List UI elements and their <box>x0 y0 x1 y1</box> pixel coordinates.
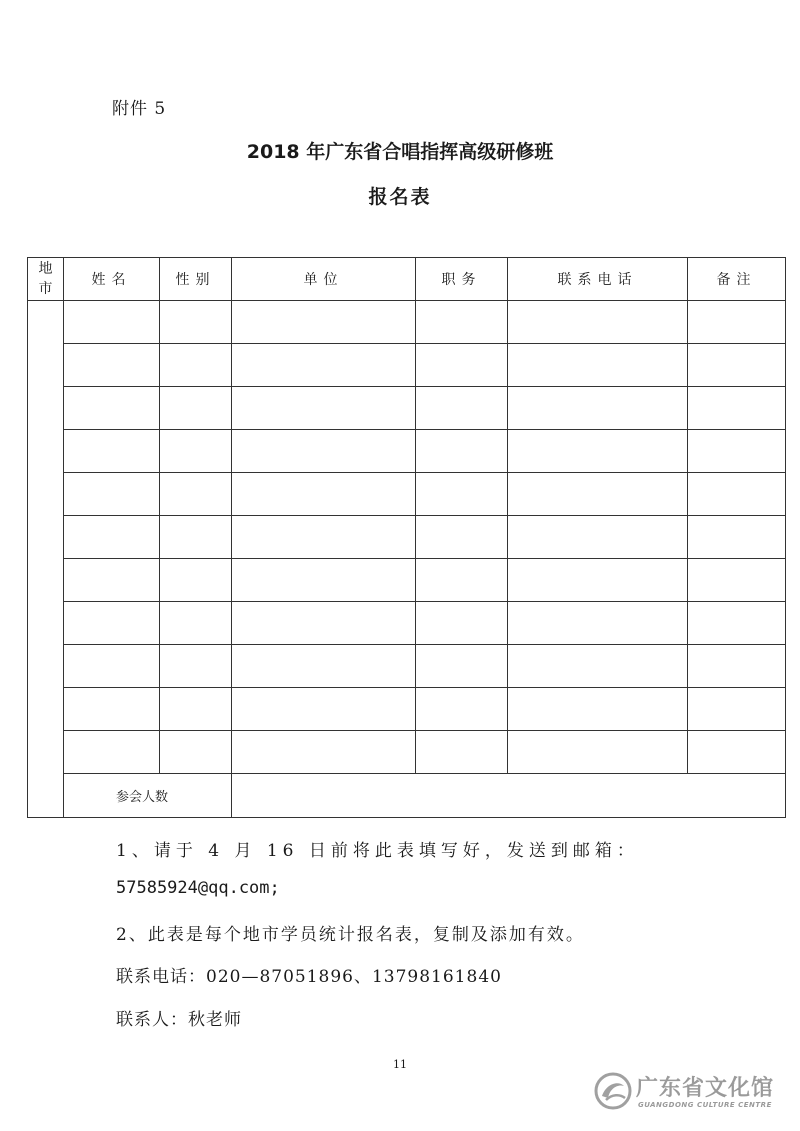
unit-cell[interactable] <box>232 301 416 344</box>
remarks-cell[interactable] <box>688 301 786 344</box>
table-row <box>28 301 786 344</box>
name-cell[interactable] <box>64 473 160 516</box>
gender-cell[interactable] <box>160 516 232 559</box>
table-row <box>28 344 786 387</box>
name-cell[interactable] <box>64 301 160 344</box>
attendee-count-row <box>28 774 786 818</box>
gender-cell[interactable] <box>160 731 232 774</box>
position-cell[interactable] <box>416 430 508 473</box>
attachment-label: 附件 5 <box>112 99 167 119</box>
header-remarks: 备注 <box>688 258 786 301</box>
header-phone: 联系电话 <box>508 258 688 301</box>
table-row <box>28 387 786 430</box>
page-number: 11 <box>393 1058 407 1071</box>
remarks-cell[interactable] <box>688 344 786 387</box>
position-cell[interactable] <box>416 387 508 430</box>
remarks-cell[interactable] <box>688 645 786 688</box>
header-unit: 单位 <box>232 258 416 301</box>
position-cell[interactable] <box>416 688 508 731</box>
attendee-count-label: 参会人数 <box>64 774 232 818</box>
note-contact-person: 联系人：秋老师 <box>116 1010 242 1030</box>
phone-cell[interactable] <box>508 344 688 387</box>
name-cell[interactable] <box>64 602 160 645</box>
unit-cell[interactable] <box>232 559 416 602</box>
table-row <box>28 645 786 688</box>
table-row <box>28 430 786 473</box>
gender-cell[interactable] <box>160 301 232 344</box>
document-title: 2018 年广东省合唱指挥高级研修班 <box>246 141 554 163</box>
registration-table <box>27 257 786 818</box>
header-position: 职务 <box>416 258 508 301</box>
name-cell[interactable] <box>64 688 160 731</box>
unit-cell[interactable] <box>232 473 416 516</box>
gender-cell[interactable] <box>160 602 232 645</box>
phone-cell[interactable] <box>508 559 688 602</box>
remarks-cell[interactable] <box>688 688 786 731</box>
header-city: 地 市 <box>28 258 64 301</box>
remarks-cell[interactable] <box>688 731 786 774</box>
name-cell[interactable] <box>64 731 160 774</box>
gender-cell[interactable] <box>160 645 232 688</box>
phone-cell[interactable] <box>508 731 688 774</box>
unit-cell[interactable] <box>232 516 416 559</box>
table-row <box>28 688 786 731</box>
position-cell[interactable] <box>416 645 508 688</box>
header-gender: 性别 <box>160 258 232 301</box>
position-cell[interactable] <box>416 731 508 774</box>
unit-cell[interactable] <box>232 387 416 430</box>
remarks-cell[interactable] <box>688 602 786 645</box>
unit-cell[interactable] <box>232 344 416 387</box>
logo-name: 广东省文化馆 <box>636 1076 775 1101</box>
position-cell[interactable] <box>416 344 508 387</box>
table-row <box>28 602 786 645</box>
remarks-cell[interactable] <box>688 473 786 516</box>
note-deadline: 1、请于 4 月 16 日前将此表填写好，发送到邮箱： <box>116 841 639 861</box>
name-cell[interactable] <box>64 645 160 688</box>
note-email: 57585924@qq.com; <box>116 878 280 898</box>
phone-cell[interactable] <box>508 602 688 645</box>
position-cell[interactable] <box>416 516 508 559</box>
gender-cell[interactable] <box>160 430 232 473</box>
unit-cell[interactable] <box>232 645 416 688</box>
unit-cell[interactable] <box>232 731 416 774</box>
phone-cell[interactable] <box>508 516 688 559</box>
name-cell[interactable] <box>64 430 160 473</box>
table-row <box>28 473 786 516</box>
name-cell[interactable] <box>64 559 160 602</box>
name-cell[interactable] <box>64 387 160 430</box>
header-name: 姓名 <box>64 258 160 301</box>
unit-cell[interactable] <box>232 688 416 731</box>
remarks-cell[interactable] <box>688 516 786 559</box>
table-row <box>28 559 786 602</box>
gender-cell[interactable] <box>160 559 232 602</box>
note-copy-valid: 2、此表是每个地市学员统计报名表，复制及添加有效。 <box>116 925 585 945</box>
note-contact-phone: 联系电话：020—87051896、13798161840 <box>116 967 502 987</box>
unit-cell[interactable] <box>232 430 416 473</box>
culture-centre-logo <box>592 1068 792 1118</box>
table-header-row <box>28 258 786 301</box>
phone-cell[interactable] <box>508 387 688 430</box>
phone-cell[interactable] <box>508 645 688 688</box>
city-cell[interactable] <box>28 301 64 818</box>
unit-cell[interactable] <box>232 602 416 645</box>
position-cell[interactable] <box>416 473 508 516</box>
phone-cell[interactable] <box>508 430 688 473</box>
position-cell[interactable] <box>416 301 508 344</box>
culture-centre-logo-icon <box>592 1070 634 1112</box>
gender-cell[interactable] <box>160 387 232 430</box>
phone-cell[interactable] <box>508 473 688 516</box>
remarks-cell[interactable] <box>688 430 786 473</box>
name-cell[interactable] <box>64 344 160 387</box>
gender-cell[interactable] <box>160 688 232 731</box>
remarks-cell[interactable] <box>688 559 786 602</box>
table-row <box>28 731 786 774</box>
document-subtitle: 报名表 <box>368 186 432 208</box>
table-row <box>28 516 786 559</box>
gender-cell[interactable] <box>160 344 232 387</box>
position-cell[interactable] <box>416 602 508 645</box>
attendee-count-value[interactable] <box>232 774 786 818</box>
name-cell[interactable] <box>64 516 160 559</box>
phone-cell[interactable] <box>508 688 688 731</box>
gender-cell[interactable] <box>160 473 232 516</box>
position-cell[interactable] <box>416 559 508 602</box>
phone-cell[interactable] <box>508 301 688 344</box>
logo-english: GUANGDONG CULTURE CENTRE <box>638 1101 772 1109</box>
remarks-cell[interactable] <box>688 387 786 430</box>
